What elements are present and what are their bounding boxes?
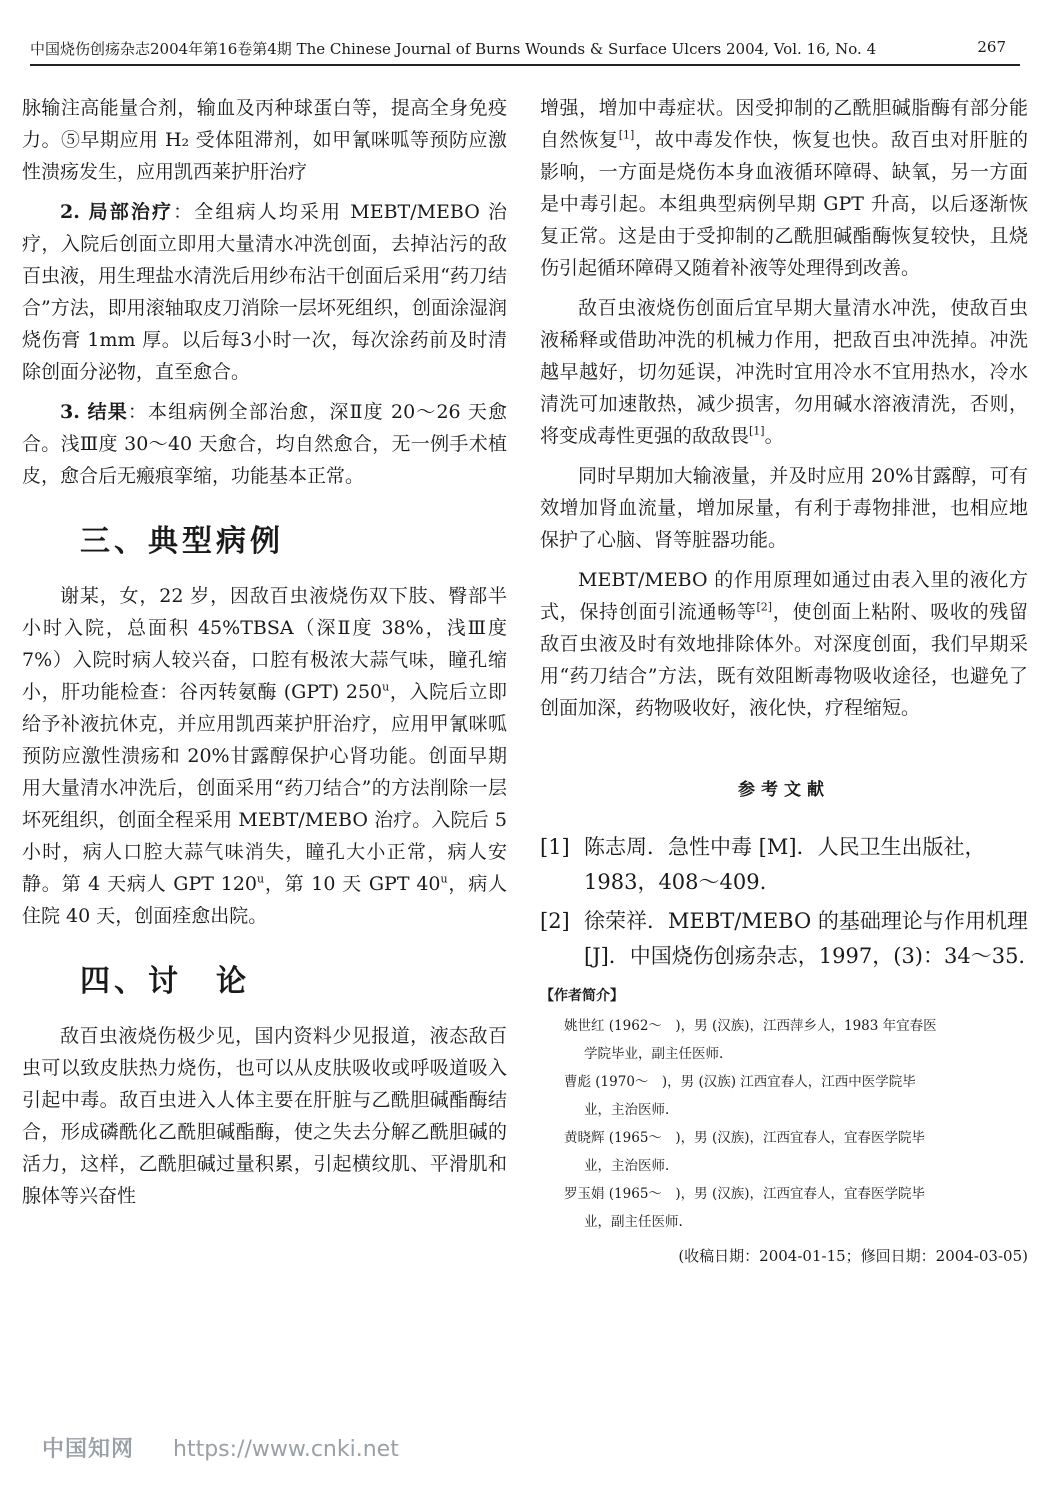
author-bio-heading: 【作者简介】	[540, 988, 624, 1004]
cnki-logo: 中国知网	[42, 1437, 135, 1462]
journal-running-title: 中国烧伤创疡杂志2004年第16卷第4期 The Chinese Journal of Burns Wounds & Surface Ulcers 2004, Vol. 16, No. 4	[30, 40, 877, 58]
reference-number: [1]	[540, 835, 570, 859]
reference-item	[540, 830, 1028, 900]
superscript: u	[382, 680, 390, 694]
watermark-footer	[42, 1432, 399, 1463]
left-column	[22, 92, 507, 1212]
paragraph-label: 2. 局部治疗	[60, 201, 174, 223]
case-text: 谢某，女，22 岁，因敌百虫液烧伤双下肢、臀部半小时入院，总面积 45%TBSA（深Ⅱ度 38%，浅Ⅲ度 7%）入院时病人较兴奋，口腔有极浓大蒜气味，瞳孔缩小，肝功能检查：谷丙转氨酶 (GPT) 250	[22, 585, 507, 703]
reference-item	[540, 904, 1028, 974]
citation: [1]	[618, 128, 635, 142]
paragraph-text: 敌百虫液烧伤创面后宜早期大量清水冲洗，使敌百虫液稀释或借助冲洗的机械力作用，把敌百虫冲洗掉。冲洗越早越好，切勿延误，冲洗时宜用冷水不宜用热水，冷水清洗可加速散热，减少损害，勿用碱水溶液清洗，否则，将变成毒性更强的敌敌畏	[540, 297, 1028, 447]
reference-text: 徐荣祥．MEBT/MEBO 的基础理论与作用机理 [J]．中国烧伤创疡杂志，1997，(3)：34～35.	[584, 909, 1028, 968]
received-date: (收稿日期：2004-01-15；修回日期：2004-03-05)	[678, 1247, 1028, 1265]
author-bio	[540, 1012, 1028, 1068]
paragraph	[540, 564, 1028, 724]
paragraph-text: ：全组病人均采用 MEBT/MEBO 治疗，入院后创面立即用大量清水冲洗创面，去掉沾污的敌百虫液，用生理盐水清洗后用纱布沾干创面后采用“药刀结合”方法，即用滚轴取皮刀消除一层坏死组织，创面涂湿润烧伤膏 1mm 厚。以后每3小时一次，每次涂药前及时清除创面分泌物，直至愈合。	[22, 201, 507, 383]
author-bio	[540, 1068, 1028, 1124]
page-number: 267	[977, 38, 1006, 56]
references-heading: 参考文献	[738, 780, 830, 800]
right-column	[540, 92, 1028, 1272]
case-text: ，病人住院 40 天，创面痊愈出院。	[22, 873, 507, 927]
case-paragraph	[22, 580, 507, 932]
paragraph	[540, 292, 1028, 452]
running-header	[30, 34, 1020, 66]
author-line: 业，主治医师.	[584, 1102, 670, 1118]
paragraph-local-treatment	[22, 196, 507, 388]
paragraph: 同时早期加大输液量，并及时应用 20%甘露醇，可有效增加肾血流量，增加尿量，有利于毒物排泄，也相应地保护了心脑、肾等脏器功能。	[540, 465, 1028, 551]
case-text: ，第 10 天 GPT 40	[264, 873, 441, 895]
author-line: 罗玉娟 (1965～ )，男 (汉族)，江西宜春人，宜春医学院毕	[564, 1186, 926, 1202]
author-line: 黄晓辉 (1965～ )，男 (汉族)，江西宜春人，宜春医学院毕	[564, 1130, 926, 1146]
section-heading: 四、讨 论	[80, 964, 250, 999]
section-heading: 三、典型病例	[80, 524, 284, 559]
paragraph-text: ，故中毒发作快，恢复也快。敌百虫对肝脏的影响，一方面是烧伤本身血液循环障碍、缺氧，另一方面是中毒引起。本组典型病例早期 GPT 升高，以后逐渐恢复正常。这是由于受抑制的乙酰胆碱酯酶恢复较快，且烧伤引起循环障碍又随着补液等处理得到改善。	[540, 129, 1028, 279]
paragraph-text: 增强，增加中毒症状。因受抑制的乙酰胆碱脂酶有部分能自然恢复	[540, 97, 1028, 151]
author-bio	[540, 1124, 1028, 1180]
paragraph	[540, 92, 1028, 284]
author-line: 姚世红 (1962～ )，男 (汉族)，江西萍乡人，1983 年宜春医	[564, 1018, 937, 1034]
author-line: 学院毕业，副主任医师.	[584, 1046, 724, 1062]
reference-text: 陈志周．急性中毒 [M]．人民卫生出版社，1983，408～409.	[584, 835, 986, 894]
citation: [2]	[756, 600, 773, 614]
paragraph-text: ：本组病例全部治愈，深Ⅱ度 20～26 天愈合。浅Ⅲ度 30～40 天愈合，均自然愈合，无一例手术植皮，愈合后无瘢痕挛缩，功能基本正常。	[22, 401, 507, 487]
paragraph: 脉输注高能量合剂，输血及丙种球蛋白等，提高全身免疫力。⑤早期应用 H₂ 受体阻滞剂，如甲氰咪呱等预防应激性溃疡发生，应用凯西莱护肝治疗	[22, 97, 507, 183]
author-line: 曹彪 (1970～ )，男 (汉族) 江西宜春人，江西中医学院毕	[564, 1074, 916, 1090]
paragraph-text: MEBT/MEBO 的作用原理如通过由表入里的液化方式，保持创面引流通畅等	[540, 569, 1028, 623]
paragraph-text: ，使创面上粘附、吸收的残留敌百虫液及时有效地排除体外。对深度创面，我们早期采用“药刀结合”方法，既有效阻断毒物吸收途径，也避免了创面加深，药物吸收好，液化快，疗程缩短。	[540, 601, 1028, 719]
cnki-url-link[interactable]: https://www.cnki.net	[173, 1437, 399, 1462]
citation: [1]	[749, 424, 765, 438]
superscript: u	[257, 872, 265, 886]
reference-number: [2]	[540, 909, 570, 933]
case-text: ，入院后立即给予补液抗休克，并应用凯西莱护肝治疗，应用甲氰咪呱预防应激性溃疡和 20%甘露醇保护心肾功能。创面早期用大量清水冲洗后，创面采用“药刀结合”的方法削除一层坏死组织，创面全程采用 MEBT/MEBO 治疗。入院后 5 小时，病人口腔大蒜气味消失，瞳孔大小正常，病人安静。第 4 天病人 GPT 120	[22, 681, 507, 895]
paragraph-text: 。	[764, 425, 784, 447]
author-bio	[540, 1180, 1028, 1236]
superscript: u	[440, 872, 448, 886]
paragraph-label: 3. 结果	[60, 401, 128, 423]
discussion-paragraph: 敌百虫液烧伤极少见，国内资料少见报道，液态敌百虫可以致皮肤热力烧伤，也可以从皮肤吸收或呼吸道吸入引起中毒。敌百虫进入人体主要在肝脏与乙酰胆碱酯酶结合，形成磷酰化乙酰胆碱酯酶，使之失去分解乙酰胆碱的活力，这样，乙酰胆碱过量积累，引起横纹肌、平滑肌和腺体等兴奋性	[22, 1025, 507, 1207]
author-line: 业，主治医师.	[584, 1158, 670, 1174]
paragraph-results	[22, 396, 507, 492]
author-line: 业，副主任医师.	[584, 1214, 683, 1230]
